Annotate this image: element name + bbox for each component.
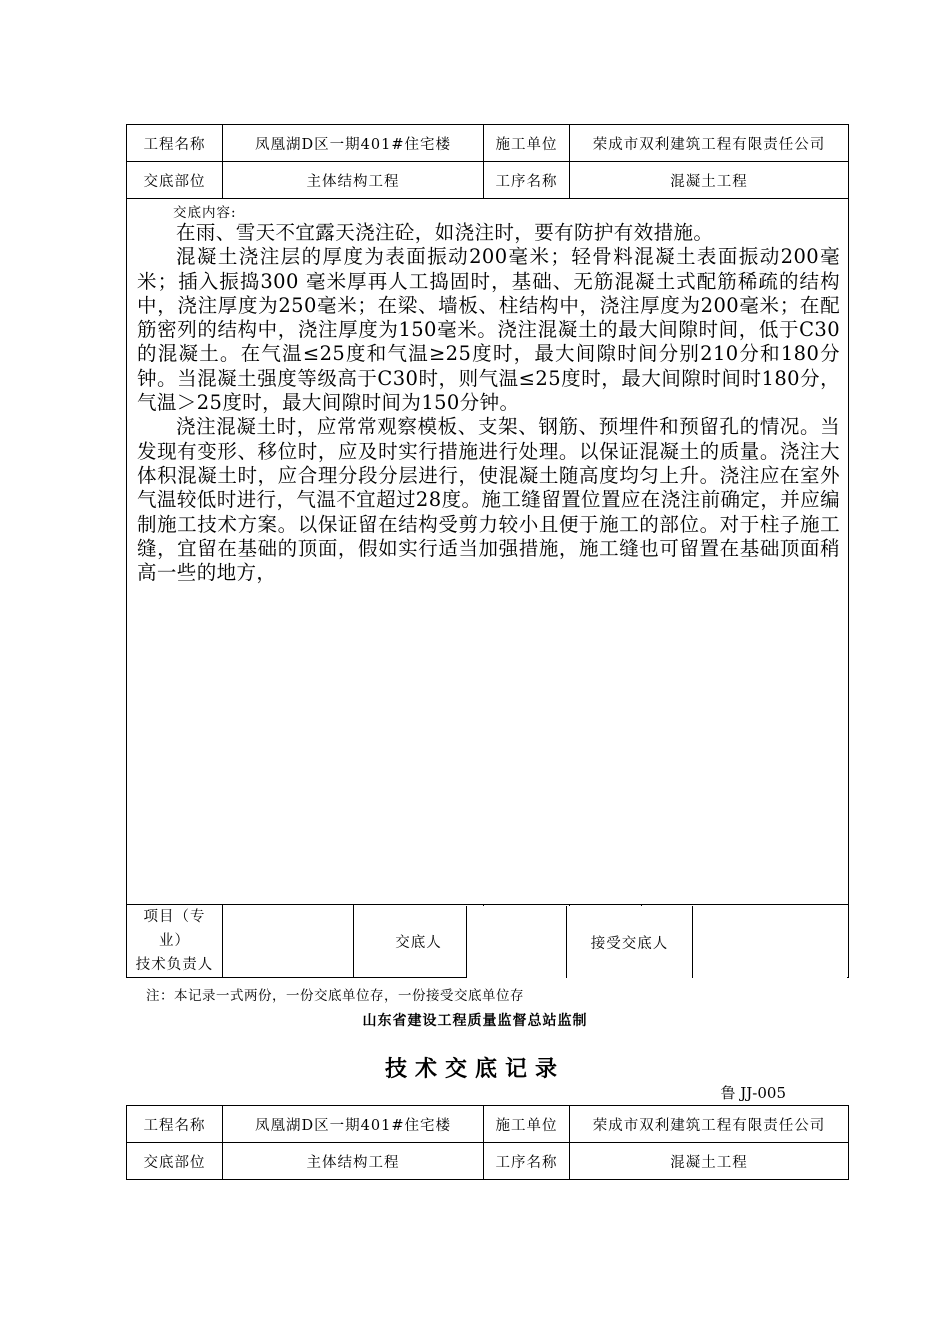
receiver-signature-field[interactable]	[693, 906, 847, 978]
content-body	[137, 221, 840, 585]
receiver-label: 接受交底人	[566, 906, 693, 978]
project-name-label: 工程名称	[127, 1106, 223, 1143]
process-value: 混凝土工程	[570, 162, 849, 199]
supervisor-org: 山东省建设工程质量监督总站监制	[362, 1013, 588, 1029]
tech-lead-label-line: 项目（专	[143, 909, 206, 925]
form-code: 鲁 JJ-005	[720, 1084, 786, 1102]
tech-lead-label-line: 业）	[159, 933, 190, 949]
content-paragraph: 混凝土浇注层的厚度为表面振动200毫米；轻骨料混凝土表面振动200毫米；插入振捣300 毫米厚再人工捣固时，基础、无筋混凝土式配筋稀疏的结构中，浇注厚度为250毫米；在梁、墙板、柱结构中，浇注厚度为200毫米；在配筋密列的结构中，浇注厚度为150毫米。浇注混凝土的最大间隙时间，低于C30的混凝土。在气温≤25度和气温≥25度时，最大间隙时间分别210分和180分钟。当混凝土强度等级高于C30时，则气温≤25度时，最大间隙时间时180分，气温＞25度时，最大间隙时间为150分钟。	[137, 245, 841, 415]
process-label: 工序名称	[484, 162, 570, 199]
disclosure-form-table	[126, 124, 849, 978]
tech-lead-signature-field[interactable]	[223, 905, 354, 978]
content-paragraph: 浇注混凝土时，应常常观察模板、支架、钢筋、预埋件和预留孔的情况。当发现有变形、移位时，应及时实行措施进行处理。以保证混凝土的质量。浇注大体积混凝土时，应合理分段分层进行，使混凝土随高度均匀上升。浇注应在室外气温较低时进行，气温不宜超过28度。施工缝留置位置应在浇注前确定，并应编制施工技术方案。以保证留在结构受剪力较小且便于施工的部位。对于柱子施工缝，宜留在基础的顶面，假如实行适当加强措施，施工缝也可留置在基础顶面稍高一些的地方，	[137, 415, 841, 585]
project-name-label: 工程名称	[127, 125, 223, 162]
part-label: 交底部位	[127, 1143, 223, 1180]
process-label: 工序名称	[484, 1143, 570, 1180]
content-label: 交底内容:	[173, 205, 237, 221]
content-paragraph: 在雨、雪天不宜露天浇注砼，如浇注时，要有防护有效措施。	[176, 221, 714, 244]
part-label: 交底部位	[127, 162, 223, 199]
discloser-label: 交底人	[354, 905, 484, 978]
contractor-value: 荣成市双利建筑工程有限责任公司	[570, 1106, 849, 1143]
part-value: 主体结构工程	[223, 162, 484, 199]
project-name-value: 凤凰湖D区一期401#住宅楼	[223, 125, 484, 162]
contractor-label: 施工单位	[484, 1106, 570, 1143]
contractor-label: 施工单位	[484, 125, 570, 162]
process-value: 混凝土工程	[570, 1143, 849, 1180]
record-note: 注：本记录一式两份，一份交底单位存，一份接受交底单位存	[146, 988, 524, 1004]
disclosure-form-table-page2	[126, 1105, 849, 1180]
discloser-signature-area[interactable]	[466, 906, 566, 978]
tech-lead-label	[127, 905, 223, 978]
contractor-value: 荣成市双利建筑工程有限责任公司	[570, 125, 849, 162]
tech-lead-label-line: 技术负责人	[135, 957, 214, 973]
disclosure-content-cell	[127, 199, 849, 905]
document-title: 技术交底记录	[384, 1056, 565, 1082]
part-value: 主体结构工程	[223, 1143, 484, 1180]
project-name-value: 凤凰湖D区一期401#住宅楼	[223, 1106, 484, 1143]
